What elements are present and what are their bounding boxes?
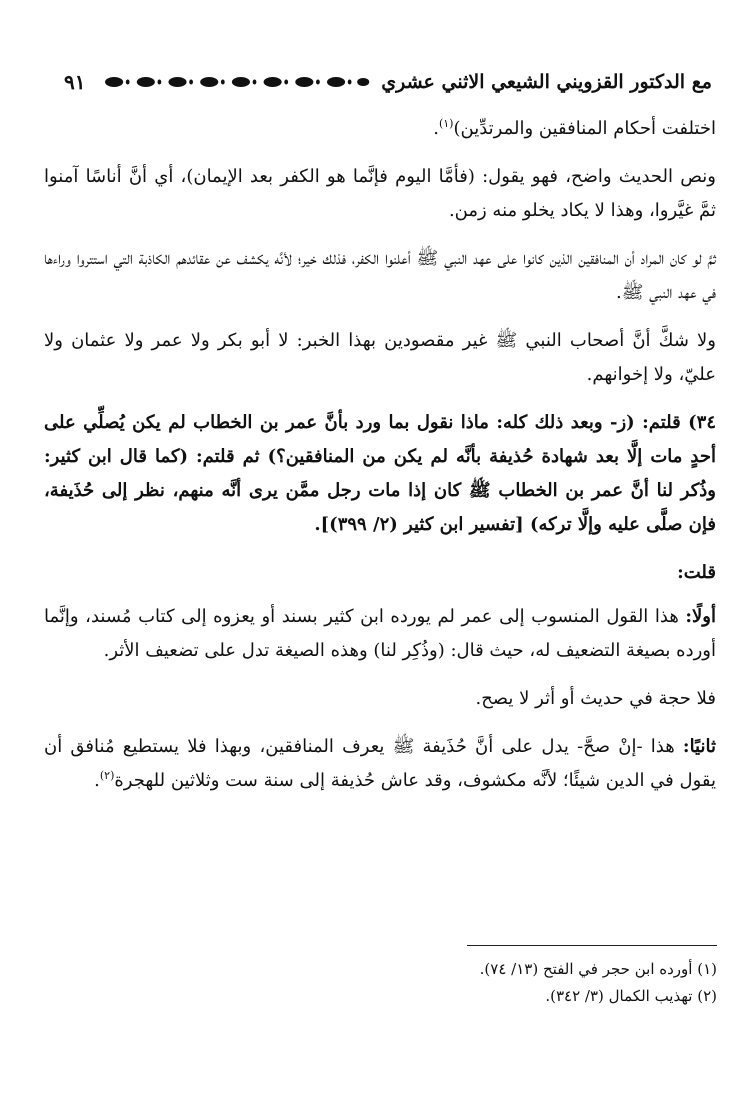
paragraph-2 [44,160,716,228]
footnote-2: (٢) تهذيب الكمال (٣/ ٣٤٢). [545,987,717,1005]
paragraph-2-text: ونص الحديث واضح، فهو يقول: (فأمَّا اليوم فإنَّما هو الكفر بعد الإيمان)، أي أنَّ أناسًا آمنوا ثمَّ غيَّروا، وهذا لا يكاد يخلو منه زمن. [44,166,716,221]
footnote-1: (١) أورده ابن حجر في الفتح (١٣/ ٧٤). [479,960,717,978]
footnote-ref-2: (٢) [99,769,115,782]
page-body [44,112,716,812]
reply-conclusion [44,682,716,716]
paragraph-4-text: ولا شكَّ أنَّ أصحاب النبي ﷺ غير مقصودين بهذا الخبر: لا أبو بكر ولا عمر ولا عثمان ولا عليّ، ولا إخوانهم. [44,330,716,385]
footnote-divider [467,945,717,946]
reply-first-lead: أولًا: [685,606,716,627]
ornament-divider [99,70,371,94]
quoted-claim-text: ٣٤) قلتم: (ز- وبعد ذلك كله: ماذا نقول بما ورد بأنَّ عمر بن الخطاب لم يكن يُصلِّي على أحدٍ مات إلَّا بعد شهادة حُذيفة بأنَّه لم يكن من المنافقين؟) ثم قلتم: (كما قال ابن كثير: وذُكر لنا أنَّ عمر بن الخطاب ﷺ كان إذا مات رجل ممَّن يرى أنَّه منهم، نظر إلى حُذَيفة، فإن صلَّى عليه وإلَّا تركه) [تفسير ابن كثير (٢/ ٣٩٩)]. [44,412,716,535]
running-title: مع الدكتور القزويني الشيعي الاثني عشري [381,71,712,93]
reply-second-tail: . [94,770,100,791]
quoted-claim [44,406,716,542]
running-header [36,64,712,100]
reply-second-text: هذا -إنْ صحَّ- يدل على أنَّ حُذَيفة ﷺ يعرف المنافقين، وبهذا فلا يستطيع مُنافق أن يقول في الدين شيئًا؛ لأنَّه مكشوف، وقد عاش حُذيفة إلى سنة ست وثلاثين للهجرة [44,736,716,791]
reply-first [44,600,716,668]
paragraph-3 [44,242,716,310]
page-number: ٩١ [64,70,86,94]
reply-conclusion-text: فلا حجة في حديث أو أثر لا يصح. [475,688,716,709]
reply-heading [44,556,716,590]
reply-first-text: هذا القول المنسوب إلى عمر لم يورده ابن كثير بسند أو يعزوه إلى كتاب مُسند، وإنَّما أورده بصيغة التضعيف له، حيث قال: (وذُكِر لنا) وهذه الصيغة تدل على تضعيف الأثر. [44,606,716,661]
reply-heading-text: قلت: [677,562,716,583]
reply-second [44,730,716,798]
paragraph-1-tail: . [433,118,439,139]
paragraph-4 [44,324,716,392]
footnote-ref-1: (١) [438,117,454,130]
paragraph-1-text: اختلفت أحكام المنافقين والمرتدِّين) [453,118,716,139]
paragraph-1 [44,112,716,146]
footnotes [317,956,717,1010]
reply-second-lead: ثانيًا: [682,736,716,757]
paragraph-3-text: ثمَّ لو كان المراد أن المنافقين الذين كانوا على عهد النبي ﷺ أعلنوا الكفر، فذلك خير؛ لأنَّه يكشف عن عقائدهم الكاذبة التي استتروا وراءها في عهد النبي ﷺ. [44,248,716,303]
